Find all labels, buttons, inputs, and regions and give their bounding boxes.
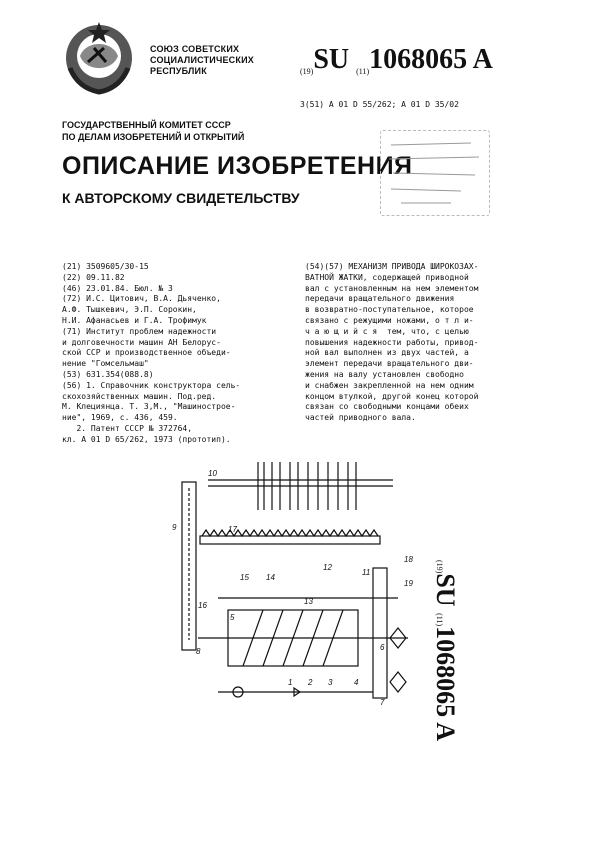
side-publication-number [430,560,460,741]
prefix-11: (11) [356,67,370,76]
label-15: 15 [240,573,249,582]
label-17: 17 [228,525,237,534]
side-prefix-19: (19) [435,560,444,574]
label-6: 6 [380,643,385,652]
library-stamp [380,130,490,216]
union-name [150,44,270,77]
label-8: 8 [196,647,201,656]
publication-number [300,44,493,76]
side-country: SU [431,573,460,607]
union-line-3: РЕСПУБЛИК [150,66,207,76]
mechanism-drawing [168,440,428,720]
label-4: 4 [354,678,359,687]
country-code: SU [313,44,350,75]
kind-code: A [472,44,493,75]
side-kind: A [431,722,460,741]
label-7: 7 [380,698,385,707]
label-16: 16 [198,601,207,610]
prefix-19: (19) [300,67,314,76]
label-1: 1 [288,678,293,687]
rack-bar [200,536,380,544]
document-title: ОПИСАНИЕ ИЗОБРЕТЕНИЯ [62,152,413,180]
label-10: 10 [208,469,217,478]
union-line-2: СОЦИАЛИСТИЧЕСКИХ [150,55,254,65]
committee-line-1: ГОСУДАРСТВЕННЫЙ КОМИТЕТ СССР [62,120,231,130]
label-2: 2 [308,678,313,687]
ussr-emblem [60,18,138,96]
patent-number: 1068065 [369,44,468,75]
label-9: 9 [172,523,177,532]
label-14: 14 [266,573,275,582]
right-frame-bar [373,568,387,698]
label-3: 3 [328,678,333,687]
bibliographic-data: (21) 3509605/30-15 (22) 09.11.82 (46) 23.01.84. Бюл. № 3 (72) И.С. Цитович, В.А. Дьяченко, А.Ф. Тышкевич, Э.П. Сорокин, Н.И. Афанасьев и Г.А. Трофимук (71) Институт проблем надежности и долговечности машин АН Белорус- ской ССР и производственное объеди- нение "Гомсельмаш" (53) 631.354(088.8) (56) 1. Справочник конструктора сель- скохозяйственных машин. Под.ред. М. Клециянца. Т. 3,М., "Машинострое- ние", 1969, с. 436, 459. 2. Патент СССР № 372764, кл. A 01 D 65/262, 1973 (прототип). [62,262,241,444]
label-12: 12 [323,563,332,572]
side-prefix-11: (11) [435,613,444,627]
technical-drawing [168,440,428,720]
label-13: 13 [304,597,313,606]
label-19: 19 [404,579,413,588]
side-number: 1068065 [431,626,460,718]
label-11: 11 [362,568,371,577]
committee-line-2: ПО ДЕЛАМ ИЗОБРЕТЕНИЙ И ОТКРЫТИЙ [62,132,245,142]
abstract: (54)(57) МЕХАНИЗМ ПРИВОДА ШИРОКОЗАХ- ВАТНОЙ ЖАТКИ, содержащей приводной вал с установленным на нем элементом передачи вращательного движения в возвратно-поступательное, которое связано с режущими ножами, о т л и- ч а ю щ и й с я тем, что, с целью повышения надежности работы, привод- ной вал выполнен из двух частей, а элемент передачи вращательного дви- жения на валу установлен свободно и снабжен закрепленной на нем одним концом втулкой, другой конец которой связан со свободными концами обеих частей приводного вала. [305,262,479,423]
committee-name [62,119,244,143]
ipc-classification: 3(51) A 01 D 55/262; A 01 D 35/02 [300,100,459,109]
document-subtitle: К АВТОРСКОМУ СВИДЕТЕЛЬСТВУ [62,190,300,206]
union-line-1: СОЮЗ СОВЕТСКИХ [150,44,240,54]
label-18: 18 [404,555,413,564]
right-bearing-lower [390,672,406,692]
label-5: 5 [230,613,235,622]
